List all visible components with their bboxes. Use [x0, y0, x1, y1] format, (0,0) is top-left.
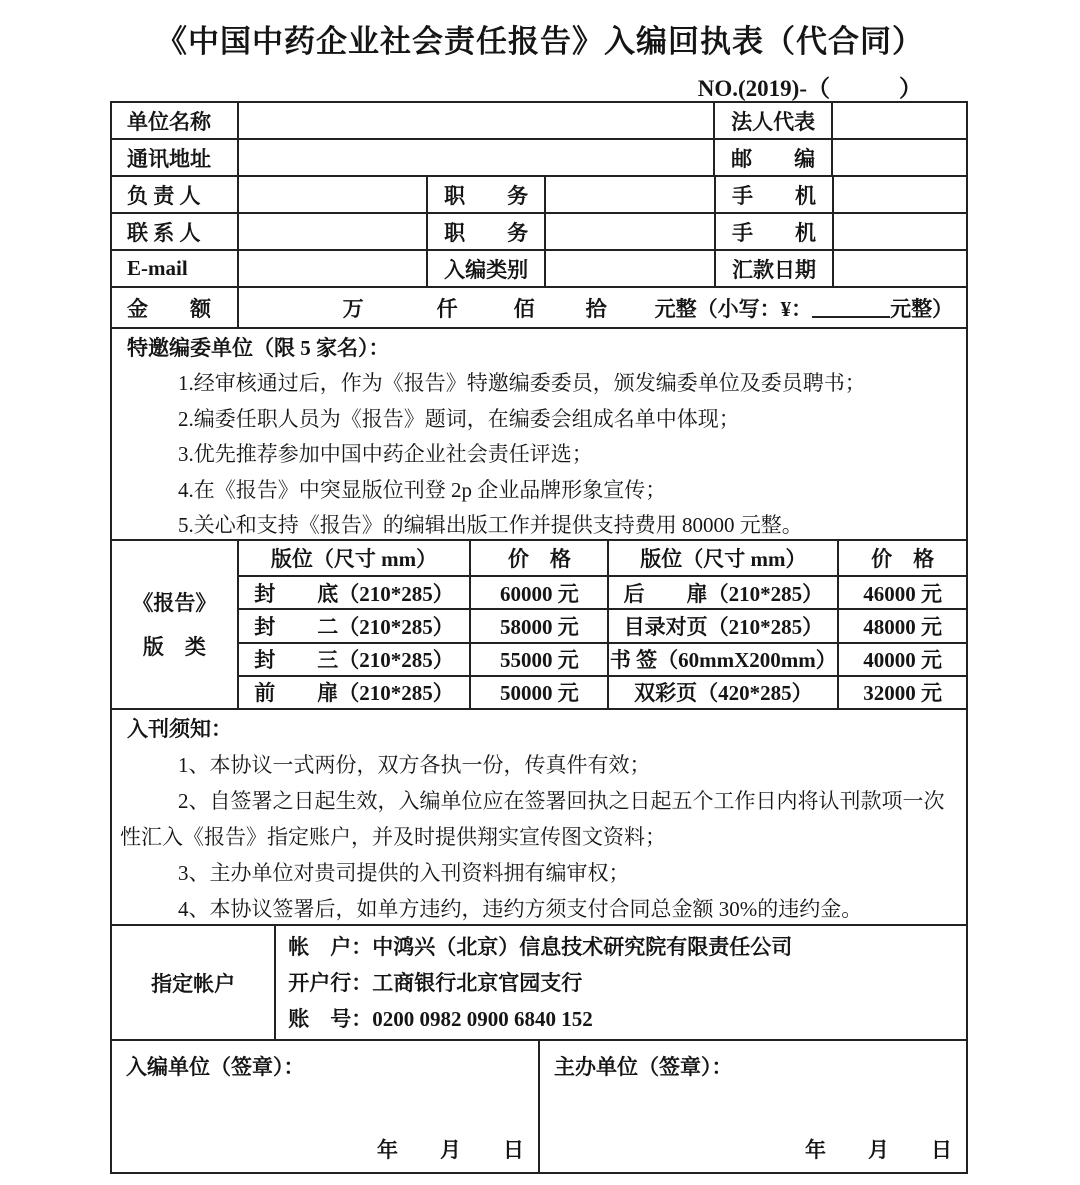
amount-smallwrite-suffix: 元整） — [890, 296, 954, 321]
signature-section — [112, 1039, 966, 1172]
position-cell: 双彩页（420*285） — [607, 677, 837, 708]
account-holder: 帐 户：中鸿兴（北京）信息技术研究院有限责任公司 — [288, 934, 793, 959]
price-table-section — [112, 539, 966, 708]
position-cell: 封 底（210*285） — [254, 581, 454, 606]
amount-unit-shi: 拾 — [585, 296, 607, 321]
special-committee-item: 3.优先推荐参加中国中药企业社会责任评选； — [178, 442, 593, 466]
special-committee-item: 2.编委任职人员为《报告》题词，在编委会组成名单中体现； — [178, 406, 740, 431]
address-label: 通讯地址 — [127, 146, 211, 171]
email-label: E-mail — [127, 256, 188, 280]
position-header: 版位（尺寸 mm） — [270, 547, 438, 571]
address-field — [237, 140, 714, 175]
price-cell: 50000 元 — [469, 677, 607, 708]
mobile2-field — [832, 214, 966, 249]
date-placeholder: 年 月 日 — [377, 1138, 524, 1162]
row-address — [112, 138, 966, 175]
price-row — [239, 575, 966, 608]
amount-label: 金 额 — [127, 296, 211, 321]
position-cell: 后 扉（210*285） — [607, 577, 837, 608]
unit-name-label: 单位名称 — [127, 109, 211, 134]
notes-item: 4、本协议签署后，如单方违约，违约方须支付合同总金额 30%的违约金。 — [178, 897, 863, 921]
price-cell: 40000 元 — [837, 644, 966, 675]
entry-type-field — [544, 251, 714, 286]
info-section — [112, 103, 966, 327]
account-number: 账 号：0200 0982 0900 6840 152 — [288, 1006, 593, 1031]
main-form-table — [110, 101, 968, 1174]
price-cell: 46000 元 — [837, 577, 966, 608]
principal-label: 负 责 人 — [127, 183, 201, 208]
price-cell: 58000 元 — [469, 610, 607, 641]
notes-item: 1、本协议一式两份，双方各执一份，传真件有效； — [178, 753, 651, 777]
price-row — [239, 642, 966, 675]
mobile-field — [832, 177, 966, 212]
amount-blank-underline — [812, 298, 890, 318]
duty2-label: 职 务 — [426, 214, 544, 249]
mobile-label: 手 机 — [714, 177, 832, 212]
edition-type-label: 版 类 — [142, 634, 206, 659]
amount-unit-bai: 佰 — [513, 296, 535, 321]
contact-field — [237, 214, 427, 249]
account-label: 指定帐户 — [151, 971, 236, 996]
special-committee-item: 5.关心和支持《报告》的编辑出版工作并提供支持费用 80000 元整。 — [178, 513, 803, 537]
row-email — [112, 249, 966, 286]
remit-date-field — [832, 251, 966, 286]
position-cell: 封 三（210*285） — [254, 648, 454, 673]
amount-unit-qian: 仟 — [436, 296, 458, 321]
notes-item: 3、主办单位对贵司提供的入刊资料拥有编审权； — [178, 861, 630, 885]
price-cell: 48000 元 — [837, 610, 966, 641]
special-committee-item: 1.经审核通过后，作为《报告》特邀编委委员，颁发编委单位及委员聘书； — [178, 371, 866, 395]
duty-field — [544, 177, 714, 212]
signature-right — [538, 1041, 966, 1172]
principal-field — [237, 177, 427, 212]
entry-unit-seal-label: 入编单位（签章）： — [126, 1055, 305, 1079]
row-contact — [112, 212, 966, 249]
price-header: 价 格 — [469, 541, 607, 575]
position-header: 版位（尺寸 mm） — [607, 541, 837, 575]
date-placeholder: 年 月 日 — [805, 1138, 952, 1162]
notes-heading: 入刊须知： — [127, 717, 232, 741]
position-cell: 书 签（60mmX200mm） — [607, 644, 837, 675]
mobile2-label: 手 机 — [714, 214, 832, 249]
position-cell: 目录对页（210*285） — [607, 610, 837, 641]
price-header: 价 格 — [837, 541, 966, 575]
legal-rep-field — [831, 103, 966, 138]
contact-label: 联 系 人 — [127, 220, 201, 245]
position-cell: 封 二（210*285） — [254, 614, 454, 639]
amount-smallwrite-prefix: 元整（小写：¥： — [654, 296, 813, 321]
notes-item: 2、自签署之日起生效，入编单位应在签署回执之日起五个工作日内将认刊款项一次性汇入《报告》指定账户，并及时提供翔实宣传图文资料； — [120, 789, 945, 849]
price-row — [239, 608, 966, 641]
duty-label: 职 务 — [426, 177, 544, 212]
amount-unit-wan: 万 — [342, 296, 364, 321]
price-grid — [237, 541, 966, 708]
price-cell: 55000 元 — [469, 644, 607, 675]
special-committee-heading: 特邀编委单位（限 5 家名）： — [127, 336, 390, 360]
duty2-field — [544, 214, 714, 249]
row-principal — [112, 175, 966, 212]
signature-left — [112, 1041, 538, 1172]
special-committee-item: 4.在《报告》中突显版位刊登 2p 企业品牌形象宣传； — [178, 477, 667, 502]
price-cell: 60000 元 — [469, 577, 607, 608]
postcode-label: 邮 编 — [713, 140, 831, 175]
email-field — [237, 251, 427, 286]
report-label: 《报告》 — [132, 590, 217, 615]
price-row — [239, 675, 966, 708]
row-amount — [112, 286, 966, 327]
legal-rep-label: 法人代表 — [713, 103, 831, 138]
special-committee-section — [112, 327, 966, 539]
price-table-row-label — [112, 541, 237, 708]
account-bank: 开户行：工商银行北京官园支行 — [288, 970, 583, 995]
account-details — [274, 926, 966, 1039]
host-unit-seal-label: 主办单位（签章）： — [554, 1055, 733, 1079]
document-number: NO.(2019)-（ ） — [697, 76, 922, 101]
price-header-row — [239, 541, 966, 575]
position-cell: 前 扉（210*285） — [254, 681, 454, 706]
amount-field — [237, 288, 966, 327]
price-cell: 32000 元 — [837, 677, 966, 708]
remit-date-label: 汇款日期 — [714, 251, 832, 286]
document-title: 《中国中药企业社会责任报告》入编回执表（代合同） — [156, 24, 924, 59]
entry-type-label: 入编类别 — [426, 251, 544, 286]
postcode-field — [831, 140, 966, 175]
row-unit-name — [112, 103, 966, 138]
notes-section — [112, 708, 966, 924]
unit-name-field — [237, 103, 714, 138]
account-section — [112, 924, 966, 1039]
